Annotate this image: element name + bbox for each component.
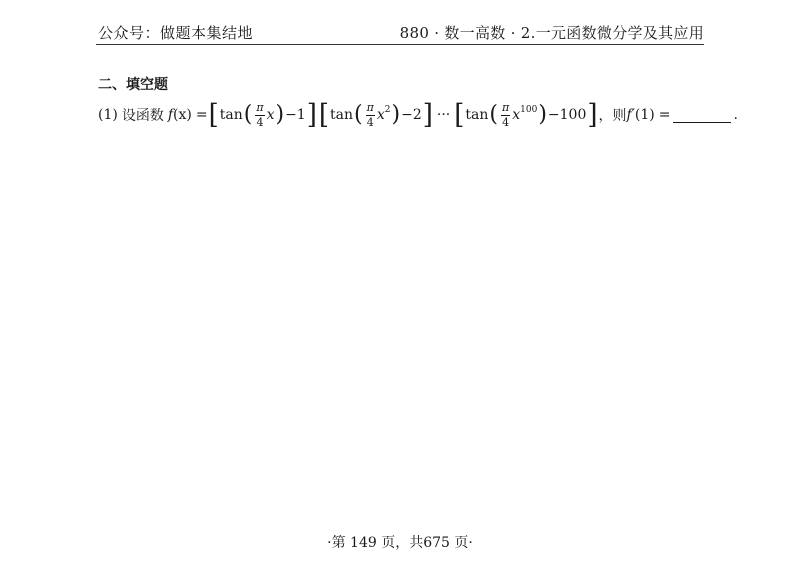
function-variable: (x) xyxy=(173,107,192,123)
right-bracket: ] xyxy=(587,99,598,131)
fraction-denominator: 4 xyxy=(502,115,510,129)
minus-term: −100 xyxy=(547,107,587,123)
equals-sign: = xyxy=(658,107,671,123)
tan-label: tan xyxy=(330,107,354,123)
left-paren: ( xyxy=(243,102,253,127)
right-bracket: ] xyxy=(306,99,317,131)
header-right-text: 880 · 数一高数 · 2.一元函数微分学及其应用 xyxy=(399,24,704,42)
left-paren: ( xyxy=(489,102,498,127)
equals-sign: = xyxy=(195,107,208,123)
left-bracket: [ xyxy=(454,99,465,131)
tan-label: tan xyxy=(219,107,243,123)
page-footer: ·第 149 页，共675 页· xyxy=(327,535,473,551)
exponent: 100 xyxy=(520,105,538,115)
derivative-name: f′ xyxy=(626,107,635,123)
header-divider xyxy=(96,44,704,45)
right-bracket: ] xyxy=(422,99,433,131)
fraction-numerator: π xyxy=(256,100,264,114)
variable-x: x xyxy=(266,107,275,123)
derivative-argument: (1) xyxy=(634,107,655,123)
fraction-numerator: π xyxy=(502,100,510,114)
right-paren: ) xyxy=(275,102,285,127)
then-text: ，则 xyxy=(598,108,627,124)
fraction-pi-over-4 xyxy=(501,102,510,128)
minus-term: −2 xyxy=(401,107,422,123)
right-paren: ) xyxy=(538,102,547,127)
fraction-numerator: π xyxy=(366,100,374,114)
variable-x: x xyxy=(512,107,521,123)
left-paren: ( xyxy=(354,102,363,127)
left-bracket: [ xyxy=(318,99,330,131)
section-heading: 二、填空题 xyxy=(98,77,168,93)
exponent: 2 xyxy=(384,105,391,115)
period: . xyxy=(733,107,738,123)
problem-number: (1) xyxy=(98,107,118,123)
tan-label: tan xyxy=(465,107,489,123)
problem-stem: 设函数 xyxy=(121,108,164,124)
function-name: f xyxy=(167,107,174,123)
problem-1 xyxy=(98,99,738,131)
minus-term: −1 xyxy=(285,107,306,123)
header-left-text: 公众号：做题本集结地 xyxy=(98,24,254,42)
answer-blank[interactable] xyxy=(673,108,731,123)
variable-x: x xyxy=(376,107,385,123)
fraction-denominator: 4 xyxy=(366,115,374,129)
fraction-pi-over-4 xyxy=(366,102,375,128)
ellipsis: ··· xyxy=(436,107,451,123)
fraction-denominator: 4 xyxy=(256,115,264,129)
fraction-pi-over-4 xyxy=(255,102,264,128)
right-paren: ) xyxy=(391,102,401,127)
left-bracket: [ xyxy=(208,99,219,131)
